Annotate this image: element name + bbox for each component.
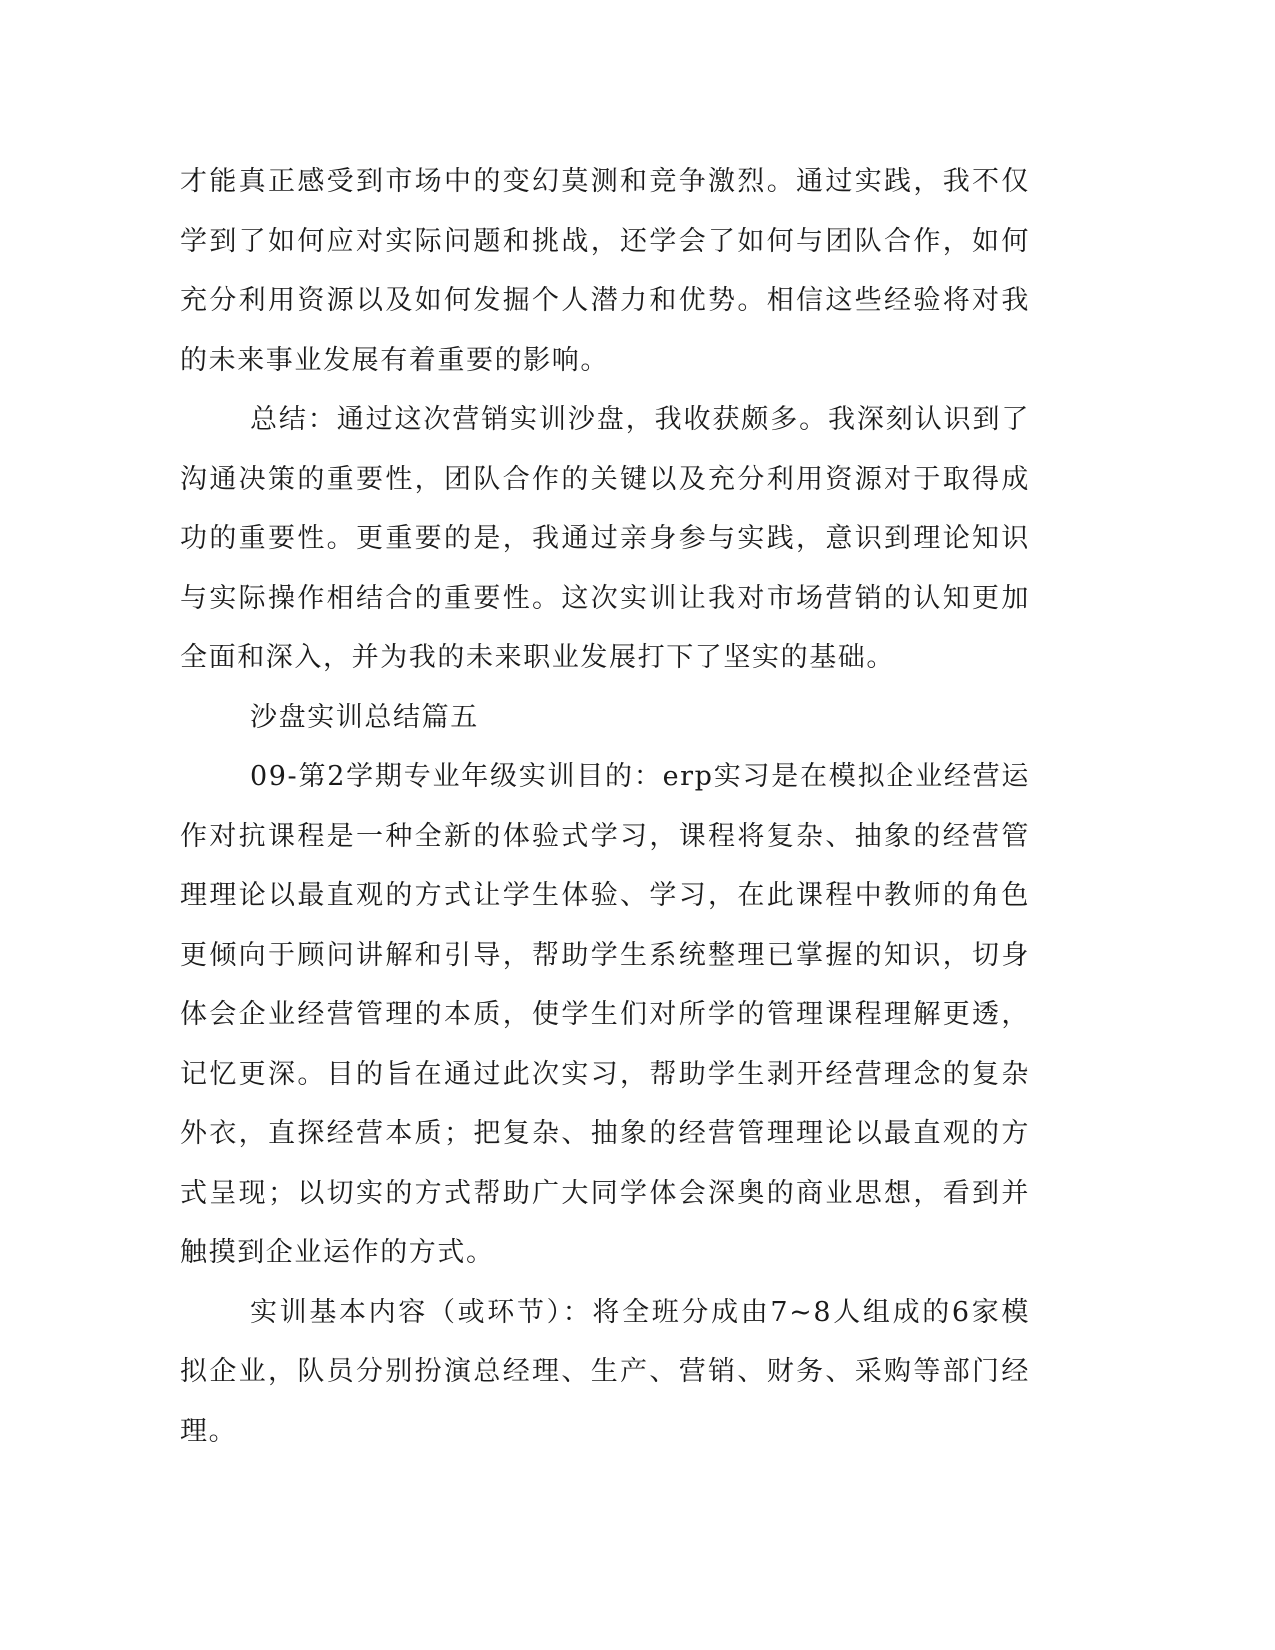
paragraph-training-content: 实训基本内容（或环节）：将全班分成由7~8人组成的6家模拟企业，队员分别扮演总经理、生产、营销、财务、采购等部门经理。: [180, 1296, 1030, 1447]
document-page: [180, 152, 1030, 1461]
paragraph-summary: 总结：通过这次营销实训沙盘，我收获颇多。我深刻认识到了沟通决策的重要性，团队合作的关键以及充分利用资源对于取得成功的重要性。更重要的是，我通过亲身参与实践，意识到理论知识与实际操作相结合的重要性。这次实训让我对市场营销的认知更加全面和深入，并为我的未来职业发展打下了坚实的基础。: [180, 404, 1030, 673]
paragraph-continuation: 才能真正感受到市场中的变幻莫测和竞争激烈。通过实践，我不仅学到了如何应对实际问题和挑战，还学会了如何与团队合作，如何充分利用资源以及如何发掘个人潜力和优势。相信这些经验将对我的未来事业发展有着重要的影响。: [180, 166, 1030, 376]
section-heading: 沙盘实训总结篇五: [250, 701, 479, 733]
paragraph-training-purpose: 09-第2学期专业年级实训目的：erp实习是在模拟企业经营运作对抗课程是一种全新的体验式学习，课程将复杂、抽象的经营管理理论以最直观的方式让学生体验、学习，在此课程中教师的角色更倾向于顾问讲解和引导，帮助学生系统整理已掌握的知识，切身体会企业经营管理的本质，使学生们对所学的管理课程理解更透，记忆更深。目的旨在通过此次实习，帮助学生剥开经营理念的复杂外衣，直探经营本质；把复杂、抽象的经营管理理论以最直观的方式呈现；以切实的方式帮助广大同学体会深奥的商业思想，看到并触摸到企业运作的方式。: [180, 761, 1030, 1268]
